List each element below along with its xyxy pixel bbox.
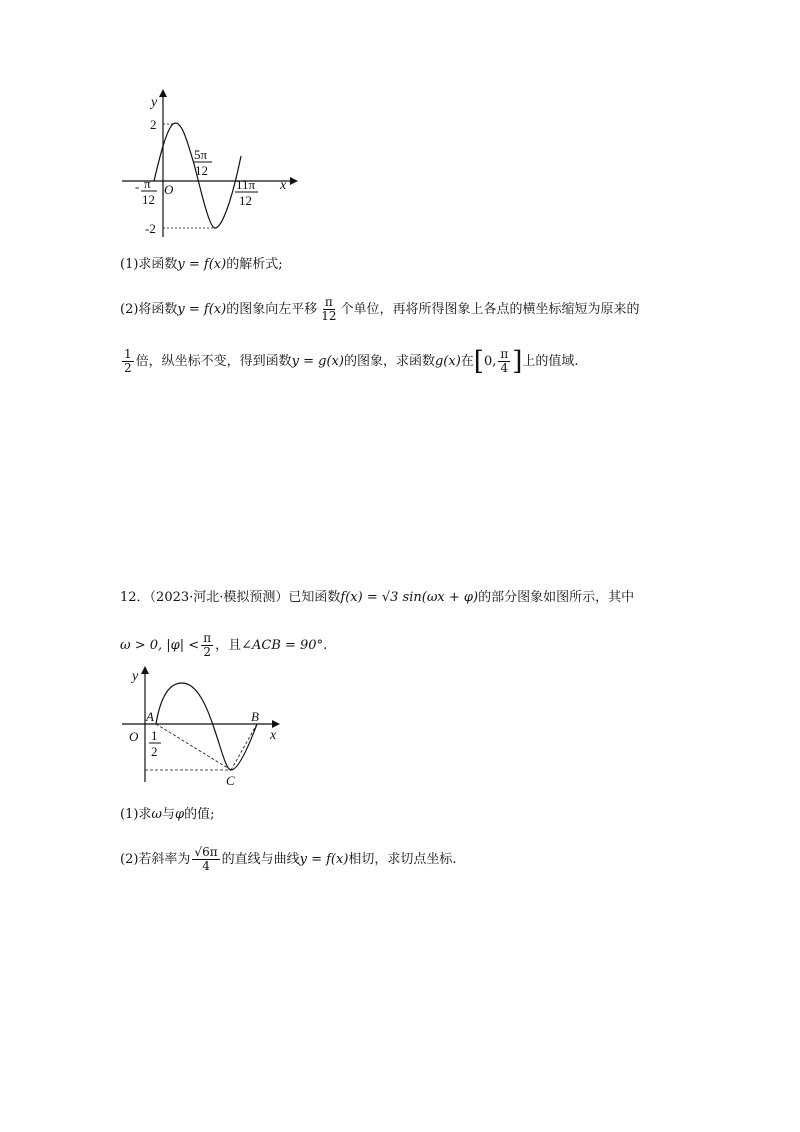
graph2-y-arrow <box>141 666 149 674</box>
graph1-y-label: y <box>151 95 158 110</box>
q12-angle-condition: ∠ACB = 90° <box>241 638 324 653</box>
q11-g-name: g(x) <box>434 354 461 369</box>
graph1-x-label: x <box>280 178 287 193</box>
q11-part2-continued: $\frac{1}{2}$ 倍，纵坐标不变，得到函数y = g(x)的图象，求函数g(x)在[0, $\frac{\pi}{4}$ ]上的值域. <box>124 346 579 377</box>
q11-part1-formula: y = f(x) <box>177 257 227 272</box>
graph2-point-a: A <box>146 709 154 724</box>
q12-phi: φ <box>175 807 185 822</box>
graph1-y-max-label: 2 <box>150 117 157 132</box>
graph2-tick-den: 2 <box>151 744 158 759</box>
q12-conditions: ω > 0, |φ| < $\frac{\pi}{2}$ ，且∠ACB = 90°. <box>120 631 328 659</box>
q11-shift-fraction: $\frac{\pi}{12}$ <box>321 295 337 323</box>
q12-omega: ω <box>151 807 163 822</box>
q11-scale-fraction: $\frac{1}{2}$ <box>124 347 132 375</box>
q12-part2: (2)若斜率为 $\frac{√6\pi}{4}$ 的直线与曲线y = f(x)相切，求切点坐标. <box>120 845 457 873</box>
q12-slope-fraction: $\frac{√6\pi}{4}$ <box>194 845 218 873</box>
graph2-y-label: y <box>132 669 139 684</box>
graph1-tick-left-num: π <box>144 176 151 191</box>
graph1-tick-left-sign: - <box>135 179 140 194</box>
graph1-tick-mid-num: 5π <box>194 147 208 162</box>
graph1-tick-left-den: 12 <box>142 192 155 207</box>
graph2-segment-bc <box>231 724 257 770</box>
q12-source: （2023·河北·模拟预测） <box>149 590 289 605</box>
q11-interval: [0, $\frac{\pi}{4}$ ] <box>473 346 523 377</box>
graph2-sine-curve <box>156 683 257 770</box>
graph2-point-b: B <box>251 709 259 724</box>
q12-function-formula: f(x) = √3 sin(ωx + φ) <box>340 590 479 605</box>
q12-number: 12． <box>120 590 150 605</box>
q11-part2: (2)将函数y = f(x)的图象向左平移 $\frac{\pi}{12}$ 个单位，再将所得图象上各点的横坐标缩短为原来的 <box>120 295 640 323</box>
q11-part2-formula: y = f(x) <box>177 302 227 317</box>
graph2-x-label: x <box>270 728 277 743</box>
graph2-origin-label: O <box>129 729 139 744</box>
q11-part1: (1)求函数y = f(x)的解析式; <box>120 257 283 272</box>
q12-condition-fraction: $\frac{\pi}{2}$ <box>203 631 212 659</box>
q12-curve-formula: y = f(x) <box>299 852 349 867</box>
q11-g-formula: y = g(x) <box>291 354 344 369</box>
q12-condition-formula: ω > 0, |φ| < <box>120 638 200 653</box>
q12-stem: 12．（2023·河北·模拟预测）已知函数f(x) = √3 sin(ωx + φ)的部分图象如图所示，其中 <box>120 590 635 605</box>
graph2-point-c: C <box>226 773 235 788</box>
graph2-tick-num: 1 <box>151 728 158 743</box>
graph1-y-min-label: -2 <box>145 221 156 236</box>
graph1-origin-label: O <box>164 182 174 197</box>
graph1-tick-right-den: 12 <box>239 193 252 208</box>
graph2-x-arrow <box>272 720 280 728</box>
q12-part1: (1)求ω与φ的值; <box>120 807 215 822</box>
graph1-tick-mid-den: 12 <box>195 163 208 178</box>
graph1-tick-right-num: 11π <box>236 177 256 192</box>
